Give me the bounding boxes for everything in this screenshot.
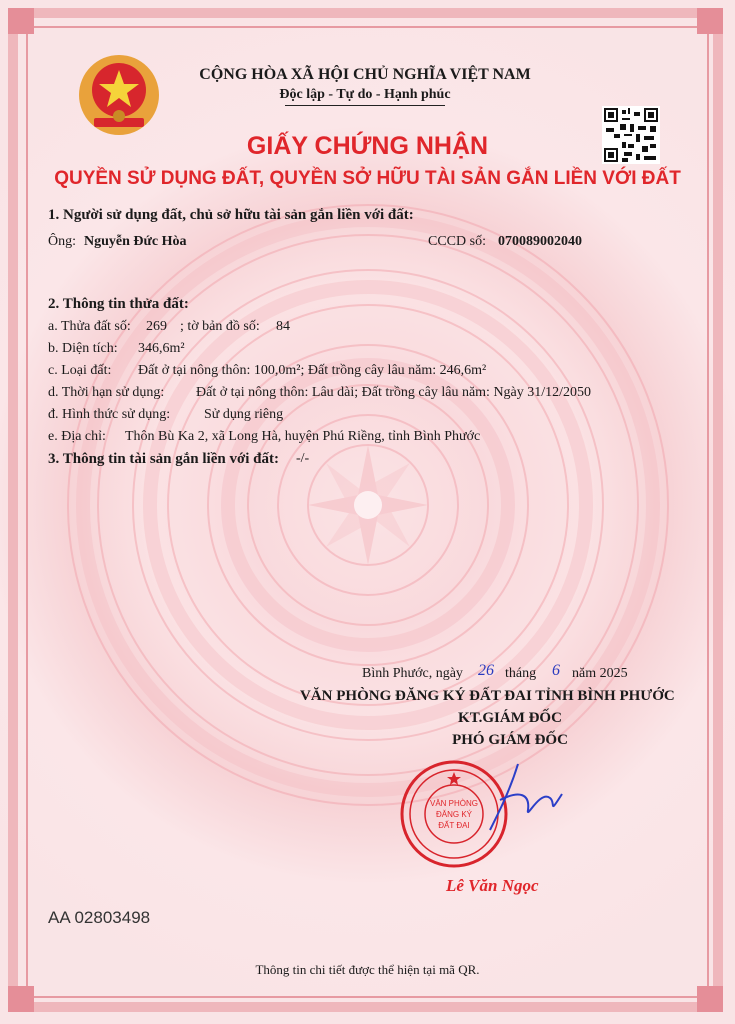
- country-name: CỘNG HÒA XÃ HỘI CHỦ NGHĨA VIỆT NAM: [199, 66, 531, 83]
- id-number: 070089002040: [498, 234, 582, 249]
- date-day: 26: [478, 662, 494, 679]
- certificate-subtitle: QUYỀN SỬ DỤNG ĐẤT, QUYỀN SỞ HỮU TÀI SẢN GẮN LIỀN VỚI ĐẤT: [54, 168, 681, 189]
- land-type-label: c. Loại đất:: [48, 363, 112, 378]
- corner-ornament: [8, 986, 34, 1012]
- signer-name: Lê Văn Ngọc: [446, 876, 539, 895]
- corner-ornament: [697, 986, 723, 1012]
- month-label: tháng: [505, 666, 537, 681]
- certificate-serial: AA 02803498: [48, 908, 151, 927]
- section-2-heading: 2. Thông tin thửa đất:: [48, 296, 189, 312]
- id-label: CCCD số:: [428, 234, 486, 249]
- national-motto: Độc lập - Tự do - Hạnh phúc: [279, 87, 451, 102]
- map-sheet-number: 84: [276, 319, 290, 334]
- map-sheet-label: ; tờ bản đồ số:: [180, 319, 260, 334]
- date-month: 6: [552, 662, 560, 679]
- signer-role-1: KT.GIÁM ĐỐC: [458, 710, 562, 726]
- year-label: năm 2025: [572, 666, 628, 681]
- section-3-heading: 3. Thông tin tài sản gắn liền với đất:: [48, 451, 279, 467]
- area-value: 346,6m²: [138, 341, 185, 356]
- section-1-heading: 1. Người sử dụng đất, chủ sở hữu tài sản gắn liền với đất:: [48, 207, 414, 223]
- parcel-label: a. Thửa đất số:: [48, 319, 131, 334]
- motto-underline: [285, 105, 445, 106]
- issuing-office: VĂN PHÒNG ĐĂNG KÝ ĐẤT ĐAI TỈNH BÌNH PHƯỚC: [300, 688, 675, 704]
- parcel-number: 269: [146, 319, 167, 334]
- term-label: d. Thời hạn sử dụng:: [48, 385, 165, 400]
- place-date-prefix: Bình Phước, ngày: [362, 666, 463, 681]
- corner-ornament: [8, 8, 34, 34]
- address-value: Thôn Bù Ka 2, xã Long Hà, huyện Phú Riềng, tỉnh Bình Phước: [125, 429, 481, 444]
- certificate-title: GIẤY CHỨNG NHẬN: [246, 132, 489, 160]
- land-type-value: Đất ở tại nông thôn: 100,0m²; Đất trồng cây lâu năm: 246,6m²: [138, 363, 487, 378]
- qr-footer-note: Thông tin chi tiết được thể hiện tại mã QR.: [255, 962, 480, 977]
- assets-value: -/-: [296, 451, 310, 466]
- term-value: Đất ở tại nông thôn: Lâu dài; Đất trồng cây lâu năm: Ngày 31/12/2050: [196, 385, 592, 400]
- seal-center-text: VĂN PHÒNG ĐĂNG KÝ ĐẤT ĐAI: [429, 799, 478, 830]
- signer-role-2: PHÓ GIÁM ĐỐC: [452, 732, 568, 748]
- usage-form-value: Sử dụng riêng: [204, 407, 284, 422]
- area-label: b. Diện tích:: [48, 341, 118, 356]
- owner-label: Ông:: [48, 234, 76, 249]
- address-label: e. Địa chỉ:: [48, 429, 106, 444]
- owner-name: Nguyễn Đức Hòa: [84, 234, 187, 249]
- usage-form-label: đ. Hình thức sử dụng:: [48, 407, 171, 422]
- corner-ornament: [697, 8, 723, 34]
- handwritten-signature: [470, 760, 570, 840]
